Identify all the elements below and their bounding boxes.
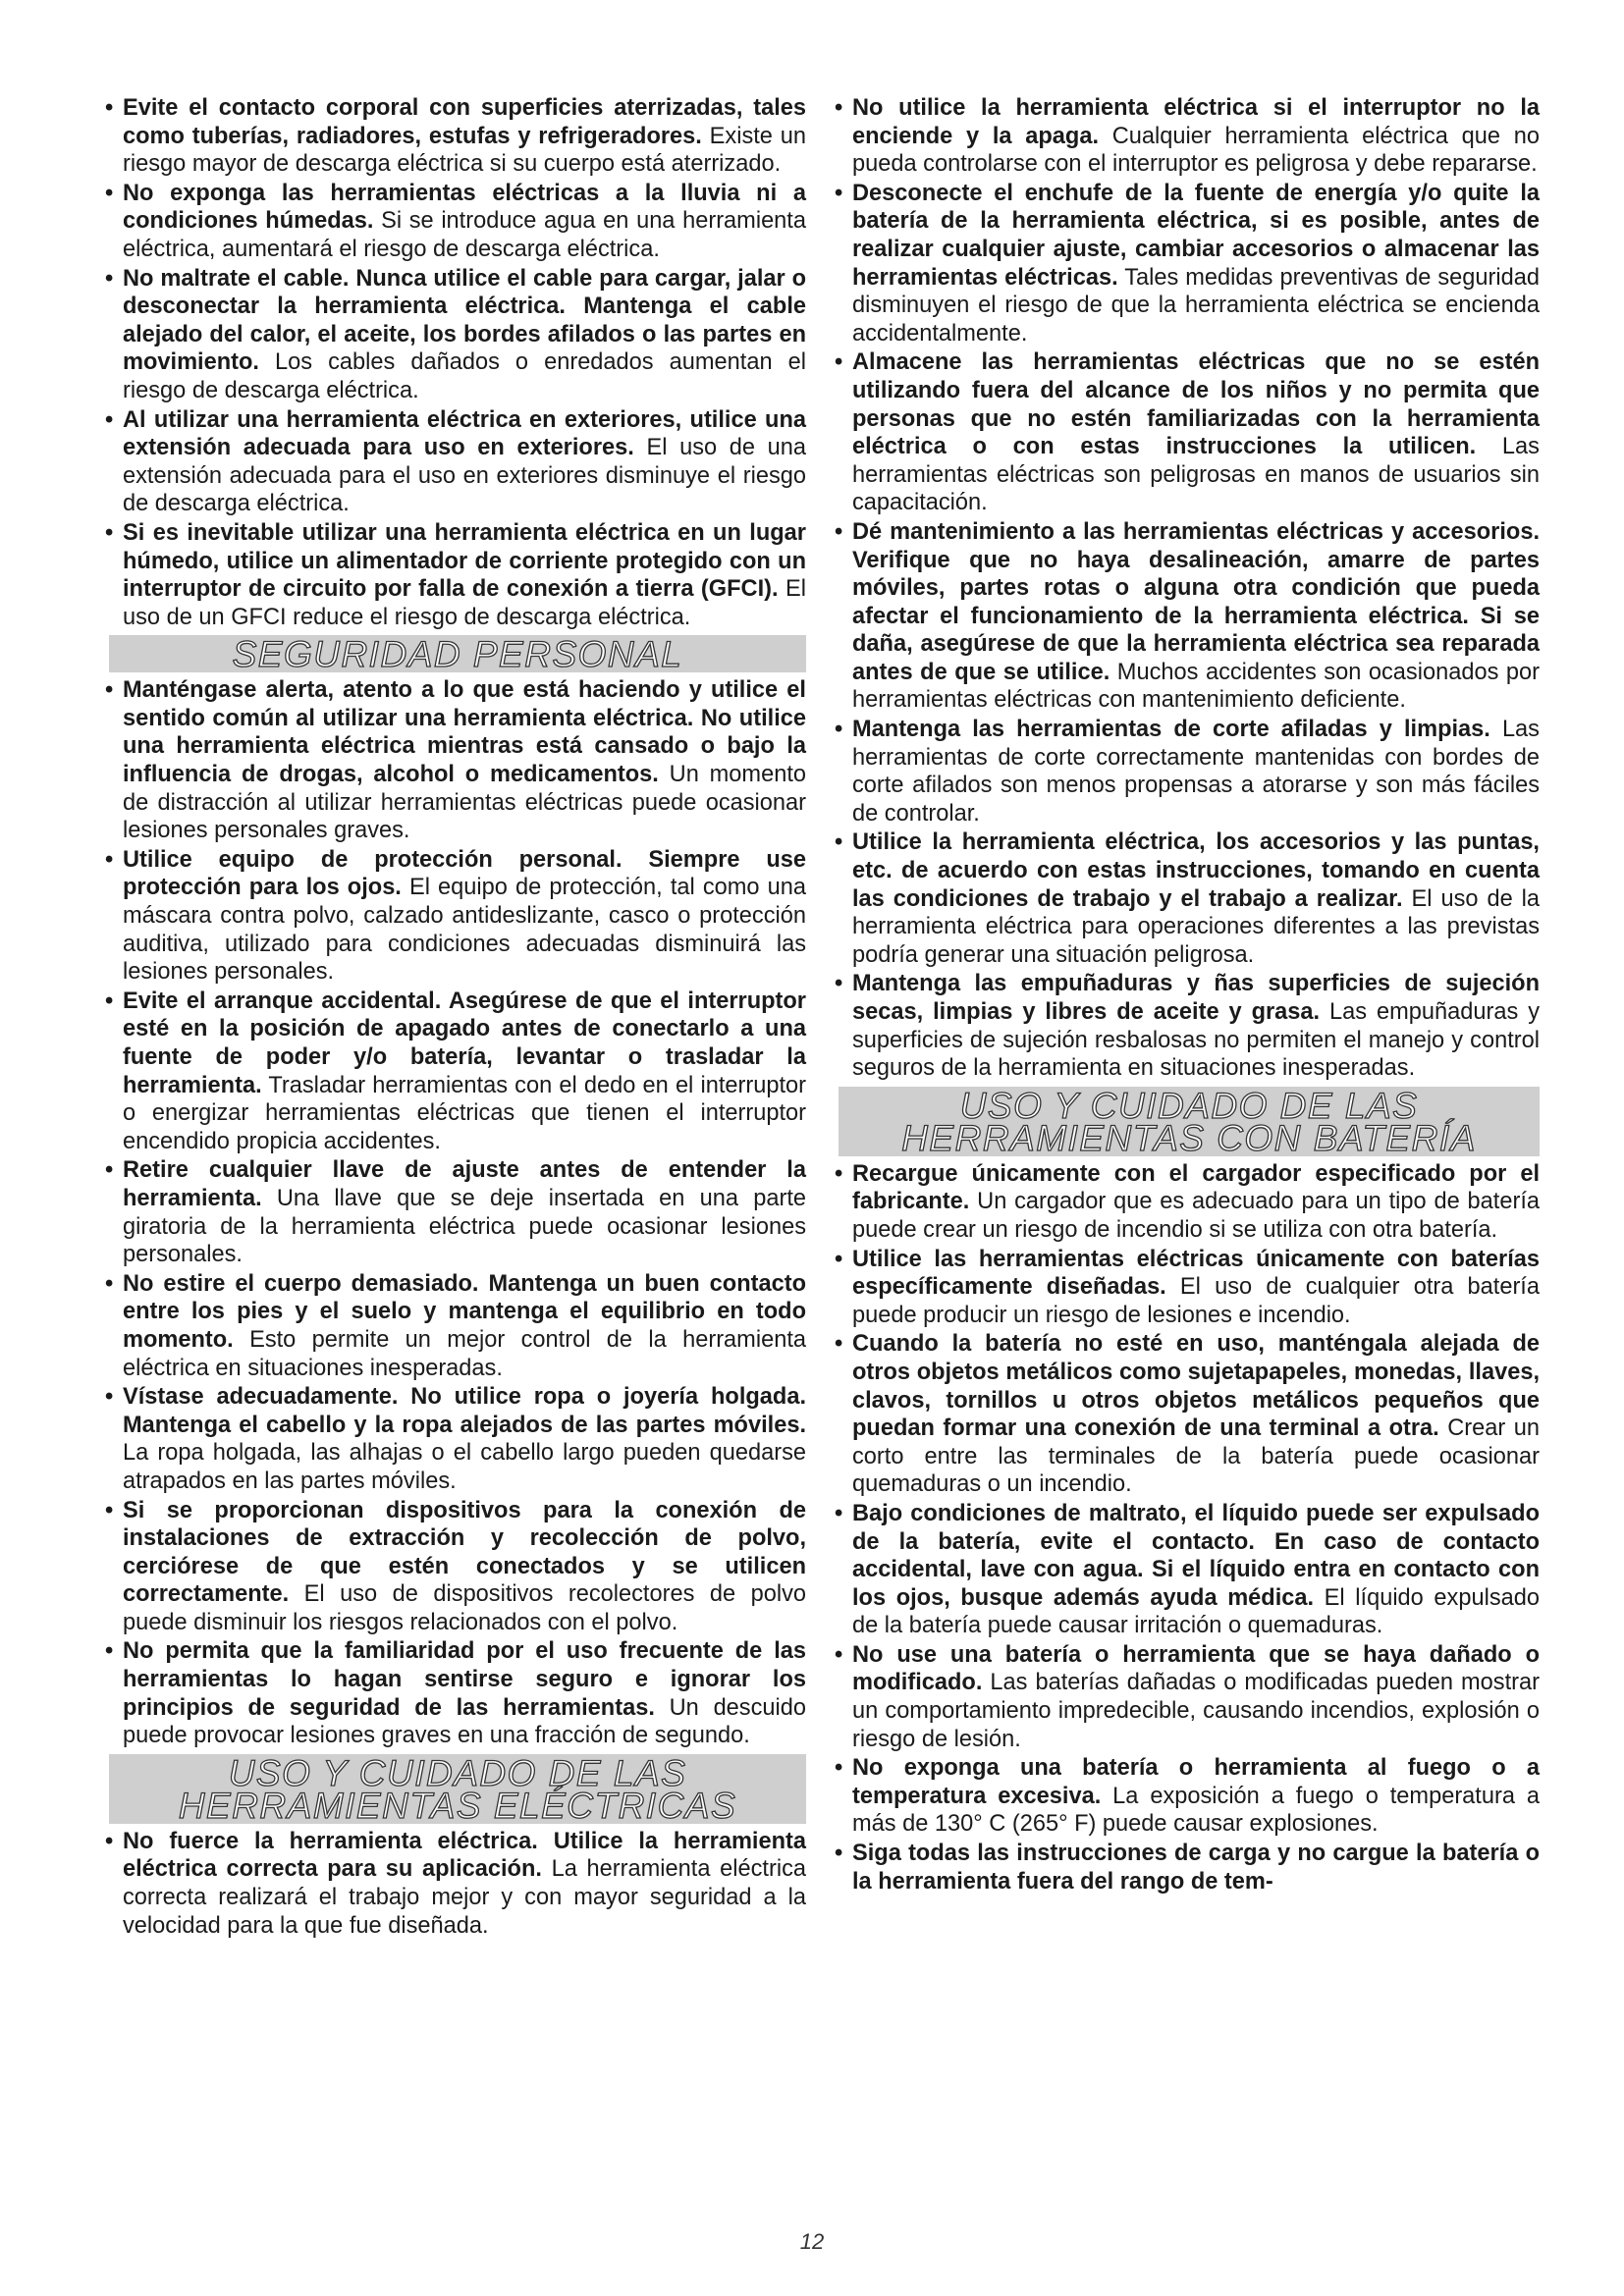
- list-item: • No fuerce la herramienta eléctrica. Utilice la herramienta eléctrica correcta para su aplicación. La herramienta eléctrica correcta realizará el trabajo mejor y con mayor seguridad a la velocidad para la que fue diseñada.: [105, 1828, 806, 1939]
- list-item: • No utilice la herramienta eléctrica si el interruptor no la enciende y la apaga. Cualquier herramienta eléctrica que no pueda controlarse con el interruptor es peligrosa y debe repararse.: [835, 95, 1540, 178]
- list-item: • Manténgase alerta, atento a lo que está haciendo y utilice el sentido común al utilizar una herramienta eléctrica. No utilice una herramienta eléctrica mientras está cansado o bajo la influencia de drogas, alcohol o medicamentos. Un momento de distracción al utilizar herramientas eléctricas puede ocasionar lesiones personales graves.: [105, 677, 807, 844]
- list-item: • No permita que la familiaridad por el uso frecuente de las herramientas lo hagan sentirse seguro e ignorar los principios de seguridad de las herramientas. Un descuido puede provocar lesiones graves en una fracción de segundo.: [105, 1638, 807, 1749]
- list-item: • Bajo condiciones de maltrato, el líquido puede ser expulsado de la batería, evite el contacto. En caso de contacto accidental, lave con agua. Si el líquido entra en contacto con los ojos, busque además ayuda médica. El líquido expulsado de la batería puede causar irritación o quemaduras.: [835, 1500, 1540, 1639]
- list-item: • Evite el contacto corporal con superficies aterrizadas, tales como tuberías, radiadores, estufas y refrigeradores. Existe un riesgo mayor de descarga eléctrica si su cuerpo está aterrizado.: [105, 95, 806, 178]
- list-item: • Dé mantenimiento a las herramientas eléctricas y accesorios. Verifique que no haya desalineación, amarre de partes móviles, partes rotas o alguna otra condición que pueda afectar el funcionamiento de la herramienta eléctrica. Si se daña, asegúrese de que la herramienta eléctrica sea reparada antes de que se utilice. Muchos accidentes son ocasionados por herramientas eléctricas con mantenimiento deficiente.: [835, 518, 1541, 714]
- list-item: • No exponga una batería o herramienta al fuego o a temperatura excesiva. La exposición a fuego o temperatura a más de 130° C (265° F) puede causar explosiones.: [835, 1755, 1540, 1838]
- list-item: • No estire el cuerpo demasiado. Mantenga un buen contacto entre los pies y el suelo y mantenga el equilibrio en todo momento. Esto permite un mejor control de la herramienta eléctrica en situaciones inesperadas.: [105, 1270, 806, 1381]
- list-item: • Mantenga las herramientas de corte afiladas y limpias. Las herramientas de corte correctamente mantenidas con bordes de corte afilados son menos propensas a atorarse y son más fáciles de controlar.: [835, 717, 1540, 827]
- list-item: • Al utilizar una herramienta eléctrica en exteriores, utilice una extensión adecuada para uso en exteriores. El uso de una extensión adecuada para el uso en exteriores disminuye el riesgo de descarga eléctrica.: [105, 406, 806, 517]
- list-item: • Utilice equipo de protección personal. Siempre use protección para los ojos. El equipo de protección, tal como una máscara contra polvo, calzado antideslizante, casco o protección auditiva, utilizado para condiciones adecuadas disminuirá las lesiones personales.: [105, 846, 806, 986]
- list-item: • Mantenga las empuñaduras y ñas superficies de sujeción secas, limpias y libres de aceite y grasa. Las empuñaduras y superficies de sujeción resbalosas no permiten el manejo y control seguros de la herramienta en situaciones inesperadas.: [835, 971, 1540, 1082]
- list-item: • Utilice la herramienta eléctrica, los accesorios y las puntas, etc. de acuerdo con estas instrucciones, tomando en cuenta las condiciones de trabajo y el trabajo a realizar. El uso de la herramienta eléctrica para operaciones diferentes a las previstas podría generar una situación peligrosa.: [835, 829, 1540, 968]
- list-item: • Recargue únicamente con el cargador especificado por el fabricante. Un cargador que es adecuado para un tipo de batería puede crear un riesgo de incendio si se utiliza con otra batería.: [835, 1160, 1540, 1243]
- list-item: • Cuando la batería no esté en uso, manténgala alejada de otros objetos metálicos como sujetapapeles, monedas, llaves, clavos, tornillos u otros objetos metálicos pequeños que puedan formar una conexión de una terminal a otra. Crear un corto entre las terminales de la batería puede ocasionar quemaduras o un incendio.: [835, 1331, 1540, 1498]
- list-item: • Si es inevitable utilizar una herramienta eléctrica en un lugar húmedo, utilice un alimentador de corriente protegido con un interruptor de circuito por falla de conexión a tierra (GFCI). El uso de un GFCI reduce el riesgo de descarga eléctrica.: [105, 519, 806, 630]
- list-item: • Utilice las herramientas eléctricas únicamente con baterías específicamente diseñadas. El uso de cualquier otra batería puede producir un riesgo de lesiones e incendio.: [835, 1246, 1540, 1328]
- list-item: • No maltrate el cable. Nunca utilice el cable para cargar, jalar o desconectar la herramienta eléctrica. Mantenga el cable alejado del calor, el aceite, los bordes afilados o las partes en movimiento. Los cables dañados o enredados aumentan el riesgo de descarga eléctrica.: [105, 265, 806, 403]
- page-number: 12: [799, 2229, 825, 2254]
- section-heading-battery-tool-use: USO Y CUIDADO DE LAS HERRAMIENTAS CON BATERÍA: [839, 1087, 1540, 1156]
- list-item: • No use una batería o herramienta que se haya dañado o modificado. Las baterías dañadas o modificadas pueden mostrar un comportamiento impredecible, causando incendios, explosión o riesgo de lesión.: [835, 1641, 1540, 1752]
- section-heading-personal-safety: SEGURIDAD PERSONAL: [109, 635, 806, 672]
- list-item: • Vístase adecuadamente. No utilice ropa o joyería holgada. Mantenga el cabello y la ropa alejados de las partes móviles. La ropa holgada, las alhajas o el cabello largo pueden quedarse atrapados en las partes móviles.: [105, 1384, 806, 1494]
- list-item: • Evite el arranque accidental. Asegúrese de que el interruptor esté en la posición de apagado antes de conectarlo a una fuente de poder y/o batería, levantar o trasladar la herramienta. Trasladar herramientas con el dedo en el interruptor o energizar herramientas eléctricas que tienen el interruptor encendido propicia accidentes.: [105, 988, 806, 1154]
- list-item: • Si se proporcionan dispositivos para la conexión de instalaciones de extracción y recolección de polvo, cerciórese de que estén conectados y se utilicen correctamente. El uso de dispositivos recolectores de polvo puede disminuir los riesgos relacionados con el polvo.: [105, 1497, 806, 1635]
- section-heading-power-tool-use: USO Y CUIDADO DE LAS HERRAMIENTAS ELÉCTRICAS: [109, 1754, 806, 1824]
- list-item: • Retire cualquier llave de ajuste antes de entender la herramienta. Una llave que se deje insertada en una parte giratoria de la herramienta eléctrica puede ocasionar lesiones personales.: [105, 1157, 806, 1268]
- list-item: • Almacene las herramientas eléctricas que no se estén utilizando fuera del alcance de los niños y no permita que personas que no estén familiarizadas con la herramienta eléctrica o con estas instrucciones la utilicen. Las herramientas eléctricas son peligrosas en manos de usuarios sin capacitación.: [835, 349, 1540, 516]
- list-item: • No exponga las herramientas eléctricas a la lluvia ni a condiciones húmedas. Si se introduce agua en una herramienta eléctrica, aumentará el riesgo de descarga eléctrica.: [105, 180, 806, 262]
- left-column: [105, 94, 807, 1941]
- list-item: • Desconecte el enchufe de la fuente de energía y/o quite la batería de la herramienta eléctrica, si es posible, antes de realizar cualquier ajuste, cambiar accesorios o almacenar las herramientas eléctricas. Tales medidas preventivas de seguridad disminuyen el riesgo de que la herramienta eléctrica se encienda accidentalmente.: [835, 180, 1540, 347]
- list-item: • Siga todas las instrucciones de carga y no cargue la batería o la herramienta fuera del rango de tem-: [835, 1841, 1540, 1895]
- right-column: [835, 94, 1541, 1896]
